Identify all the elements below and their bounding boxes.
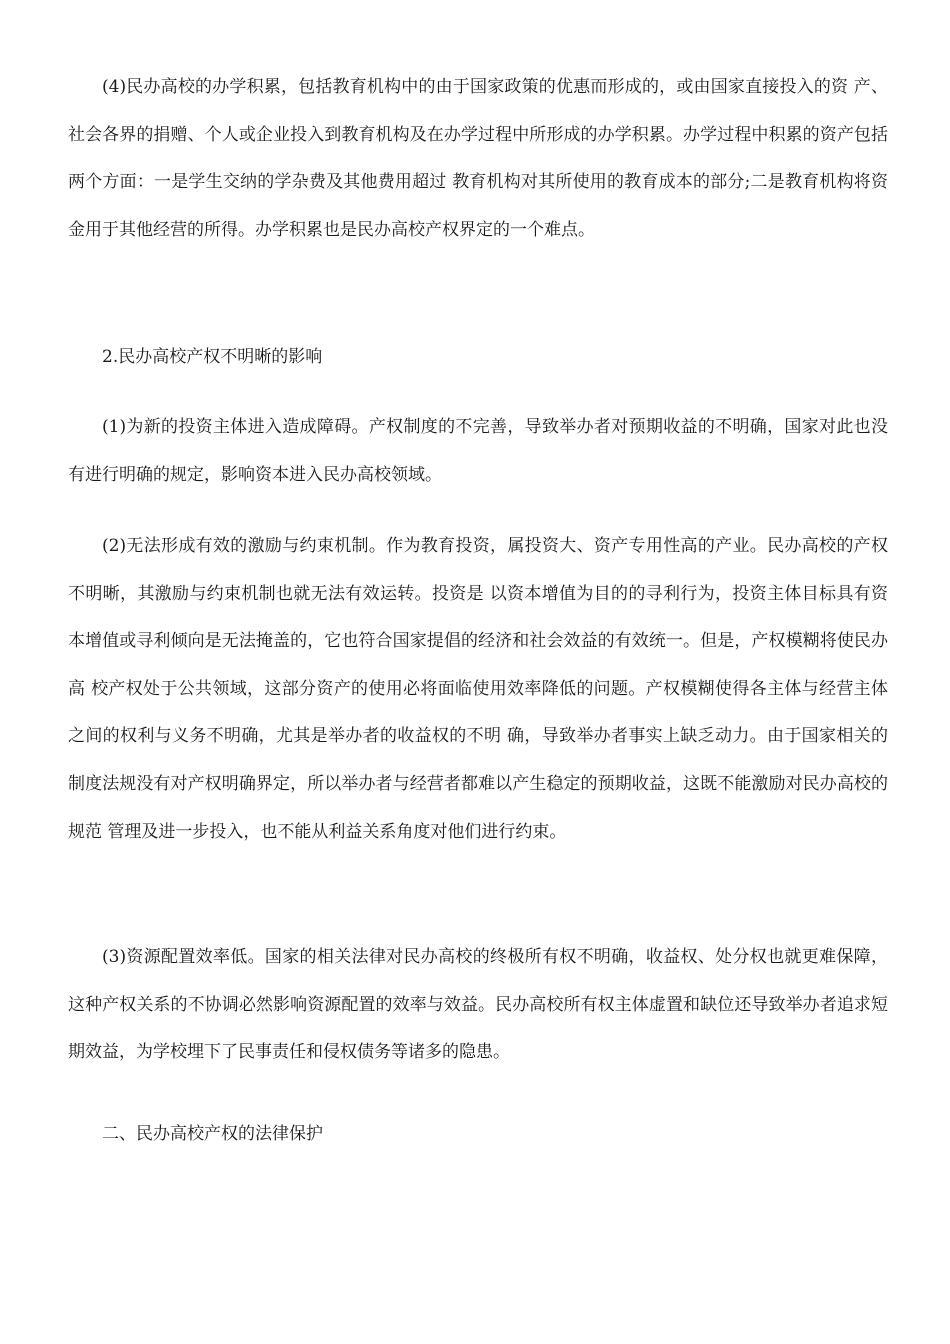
paragraph-impact-incentive-mechanism: (2)无法形成有效的激励与约束机制。作为教育投资，属投资大、资产专用性高的产业。民办高校的产权不明晰，其激励与约束机制也就无法有效运转。投资是 以资本增值为目的的寻利行为，投资主体目标具有资本增值或寻利倾向是无法掩盖的，它也符合国家提倡的经济和社会效益的有效统一。但是，产权模糊将使民办高 校产权处于公共领域，这部分资产的使用必将面临使用效率降低的问题。产权模糊使得各主体与经营主体之间的权利与义务不明确，尤其是举办者的收益权的不明 确，导致举办者事实上缺乏动力。由于国家相关的制度法规没有对产权明确界定，所以举办者与经营者都难以产生稳定的预期收益，这既不能激励对民办高校的规范 管理及进一步投入，也不能从利益关系角度对他们进行约束。 — [68, 536, 888, 842]
paragraph-school-accumulation: (4)民办高校的办学积累，包括教育机构中的由于国家政策的优惠而形成的，或由国家直接投入的资 产、社会各界的捐赠、个人或企业投入到教育机构及在办学过程中所形成的办学积累。办学过程中积累的资产包括两个方面：一是学生交纳的学杂费及其他费用超过 教育机构对其所使用的教育成本的部分;二是教育机构将资金用于其他经营的所得。办学积累也是民办高校产权界定的一个难点。 — [68, 77, 888, 240]
section-heading-impact: 2.民办高校产权不明晰的影响 — [102, 347, 323, 367]
chapter-heading-legal-protection: 二、民办高校产权的法律保护 — [102, 1124, 323, 1144]
paragraph-impact-investment-barrier: (1)为新的投资主体进入造成障碍。产权制度的不完善，导致举办者对预期收益的不明确，国家对此也没有进行明确的规定，影响资本进入民办高校领域。 — [68, 417, 888, 485]
paragraph-impact-resource-allocation: (3)资源配置效率低。国家的相关法律对民办高校的终极所有权不明确，收益权、处分权也就更难保障，这种产权关系的不协调必然影响资源配置的效率与效益。民办高校所有权主体虚置和缺位还导致举办者追求短期效益，为学校埋下了民事责任和侵权债务等诸多的隐患。 — [68, 947, 888, 1063]
